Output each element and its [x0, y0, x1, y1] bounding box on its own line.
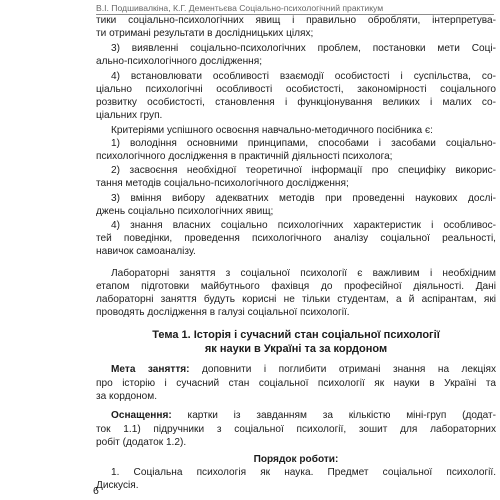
equipment-line: робіт (додаток 1.2).	[96, 437, 187, 448]
intro-line: 4) знання власних соціально психологічних характеристик і особливос-	[111, 220, 496, 231]
goal-label: Мета заняття:	[111, 364, 190, 375]
procedure-heading: Порядок роботи:	[253, 454, 339, 465]
equipment-line: ток 1.1) підручники з соціальної психології, зошит для лабораторних	[96, 424, 496, 435]
intro-line: тей поведінки, проведення психологічного аналізу соціальної реальності,	[96, 233, 496, 244]
intro-line: Критеріями успішного освоєння навчально-методичного посібника є:	[111, 125, 433, 136]
closing-line: проводять дослідження в галузі соціальної психології.	[96, 307, 350, 318]
equipment-text: картки із завданням за кількістю міні-груп (додат-	[171, 410, 496, 421]
intro-line: ціально психологічні особливості особистості, закономірності соціального	[96, 84, 496, 95]
equipment-line	[111, 410, 496, 422]
intro-line: тики соціально-психологічних явищ і правильно обробляти, інтерпретува-	[96, 15, 496, 26]
topic-title: Тема 1. Історія і сучасний стан соціальної психології	[152, 329, 440, 341]
intro-line: 3) вміння вибору адекватних методів при проведенні наукових дослі-	[111, 193, 496, 204]
intro-line: 4) встановлювати особливості взаємодії особистості і суспільства, со-	[111, 71, 496, 82]
procedure-line: 1. Соціальна психологія як наука. Предмет соціальної психології.	[111, 467, 496, 478]
intro-line: навичок самоаналізу.	[96, 246, 196, 257]
intro-line: ально-психологічного дослідження;	[96, 56, 263, 67]
intro-line: розвитку особистості, становлення і функціонування великих і малих со-	[96, 97, 496, 108]
intro-line: 1) володіння основними принципами, способами і засобами соціально-	[111, 138, 496, 149]
intro-line: ціальних груп.	[96, 110, 163, 121]
intro-line: 3) виявленні соціально-психологічних проблем, постановки мети Соці-	[111, 43, 496, 54]
closing-line: Лабораторні заняття з соціальної психології є важливим і необхідним	[111, 268, 496, 279]
intro-line: ти отримані результати в дослідницьких цілях;	[96, 28, 314, 39]
goal-line	[111, 364, 496, 376]
equipment-label: Оснащення:	[111, 410, 172, 421]
intro-line: джень соціально психологічних явищ;	[96, 206, 274, 217]
intro-line: 2) засвоєння необхідної теоретичної інформації про специфіку викорис-	[111, 165, 496, 176]
page-number: 6	[93, 485, 99, 497]
intro-line: тання методів соціально-психологічного дослідження;	[96, 178, 349, 189]
topic-title: як науки в Україні та за кордоном	[204, 343, 388, 355]
closing-line: лабораторні заняття будуть корисні не тільки студентам, а й аспірантам, які	[96, 294, 496, 305]
goal-line: про історію і сучасний стан соціальної психології як науки в Україні та	[96, 378, 496, 389]
goal-line: за кордоном.	[96, 391, 158, 402]
running-head: В.І. Подшивалкіна, К.Г. Дементьєва Соціально-психологічний практикум	[96, 3, 384, 13]
closing-line: етапом підготовки майбутнього фахівця до професійної діяльності. Дані	[96, 281, 496, 292]
intro-line: психологічного дослідження в практичній діяльності психолога;	[96, 151, 393, 162]
procedure-line: Дискусія.	[96, 480, 139, 491]
goal-text: доповнити і поглибити отримані знання на лекціях	[189, 364, 496, 375]
